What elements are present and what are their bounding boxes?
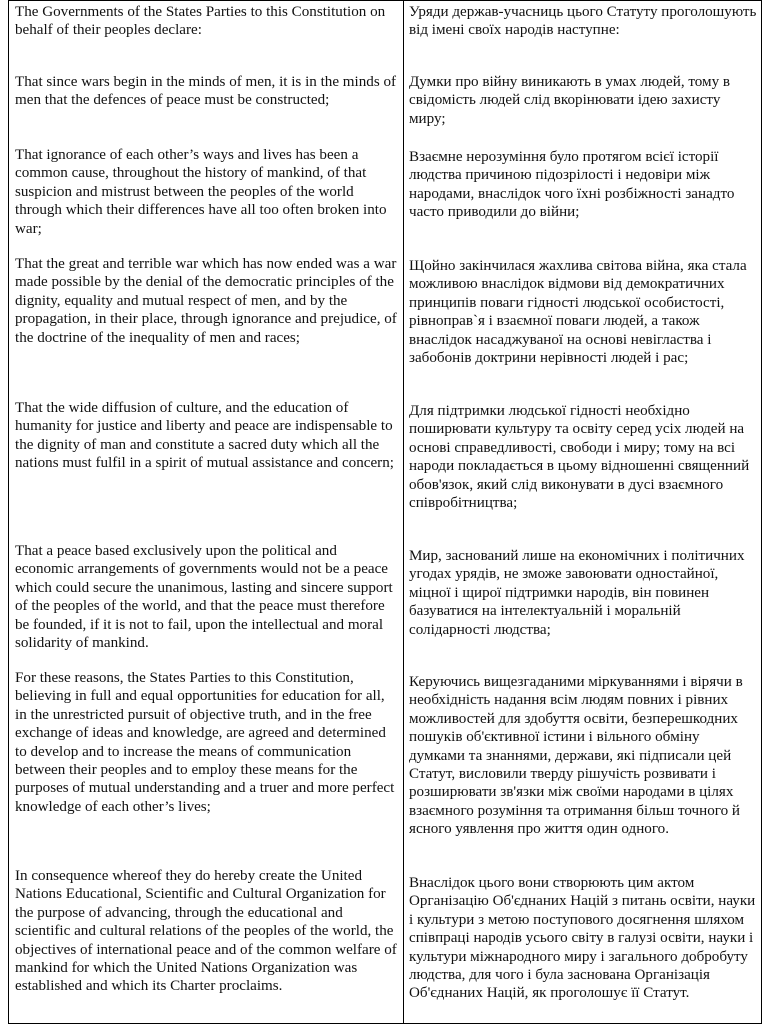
uk-paragraph-minds-of-men: Думки про війну виникають в умах людей, тому в свідомість людей слід вкорінювати ідею захисту миру; — [409, 74, 731, 127]
uk-paragraph-consequence: Внаслідок цього вони створюють цим актом Організацію Об'єднаних Націй з питань освіти, науки і культури з метою поступового досягнення шляхом співпраці народів усього світу в галузі освіти, науки і культури міжнародного миру і загального добробуту людства, для чого і була заснована Організація Об'єднаних Націй, як проголошує її Статут. — [409, 875, 756, 1002]
en-paragraph-great-war: That the great and terrible war which has now ended was a war made possible by the denial of the democratic principles of the dignity, equality and mutual respect of men, and by the propagation, in their place, through ignorance and prejudice, of the doctrine of the inequality of men and races; — [15, 256, 397, 346]
english-column — [9, 1, 404, 1024]
uk-paragraph-preamble: Уряди держав-учасниць цього Статуту проголошують від імені своїх народів наступне: — [409, 4, 757, 39]
english-column-content — [9, 1, 403, 1023]
uk-paragraph-culture: Для підтримки людської гідності необхідно поширювати культуру та освіту серед усіх людей на основі справедливості, свободи і миру; тому на всі народи покладається в цьому відношенні священний обов'язок, який слід виконувати в дусі взаємного співробітництва; — [409, 403, 750, 512]
en-paragraph-consequence: In consequence whereof they do hereby create the United Nations Educational, Scientific and Cultural Organization for the purpose of advancing, through the educational and scientific and cultural relations of the peoples of the world, the objectives of international peace and of the common welfare of mankind for which the United Nations Organization was established and which its Charter proclaims. — [15, 868, 397, 995]
bilingual-constitution-table — [8, 0, 762, 1024]
en-paragraph-peace: That a peace based exclusively upon the political and economic arrangements of governments would not be a peace which could secure the unanimous, lasting and sincere support of the peoples of the world, and that the peace must therefore be founded, if it is not to fail, upon the intellectual and moral solidarity of mankind. — [15, 543, 393, 652]
uk-paragraph-ignorance: Взаємне нерозуміння було протягом всієї історії людства причиною підозрілості і недовіри між народами, внаслідок чого їхні розбіжності занадто часто приводили до війни; — [409, 149, 735, 221]
uk-paragraph-peace: Мир, заснований лише на економічних і політичних угодах урядів, не зможе завоювати одностайної, міцної і щирої підтримки народів, він повинен базуватися на інтелектуальній і моральній солідарності людства; — [409, 548, 745, 638]
table-row — [9, 1, 762, 1024]
en-paragraph-reasons: For these reasons, the States Parties to this Constitution, believing in full and equal opportunities for education for all, in the unrestricted pursuit of objective truth, and in the free exchange of ideas and knowledge, are agreed and determined to develop and to increase the means of communication between their peoples and to employ these means for the purposes of mutual understanding and a truer and more perfect knowledge of each other’s lives; — [15, 670, 395, 815]
en-paragraph-preamble: The Governments of the States Parties to this Constitution on behalf of their peoples declare: — [15, 4, 386, 39]
en-paragraph-ignorance: That ignorance of each other’s ways and lives has been a common cause, throughout the history of mankind, of that suspicion and mistrust between the peoples of the world through which their differences have all too often broken into war; — [15, 147, 387, 237]
ukrainian-column-content — [404, 1, 761, 1023]
en-paragraph-culture: That the wide diffusion of culture, and the education of humanity for justice and liberty and peace are indispensable to the dignity of man and constitute a sacred duty which all the nations must fulfil in a spirit of mutual assistance and concern; — [15, 400, 394, 472]
ukrainian-column — [404, 1, 762, 1024]
uk-paragraph-reasons: Керуючись вищезгаданими міркуваннями і вірячи в необхідність надання всім людям повних і рівних можливостей для здобуття освіти, безперешкодних пошуків об'єктивної істини і вільного обміну думками та знаннями, держави, які підписали цей Статут, висловили тверду рішучість розвивати і розширювати зв'язки між своїми народами в цілях взаємного розуміння та отримання більш точного й ясного уявлення про життя один одного. — [409, 674, 743, 838]
en-paragraph-minds-of-men: That since wars begin in the minds of men, it is in the minds of men that the defences of peace must be constructed; — [15, 74, 397, 109]
uk-paragraph-great-war: Щойно закінчилася жахлива світова війна, яка стала можливою внаслідок відмови від демократичних принципів поваги гідності людської особистості, рівноправ`я і взаємної поваги людей, а також внаслідок насаджуваної на основі невігластва і забобонів доктрини нерівності людей і рас; — [409, 258, 747, 367]
